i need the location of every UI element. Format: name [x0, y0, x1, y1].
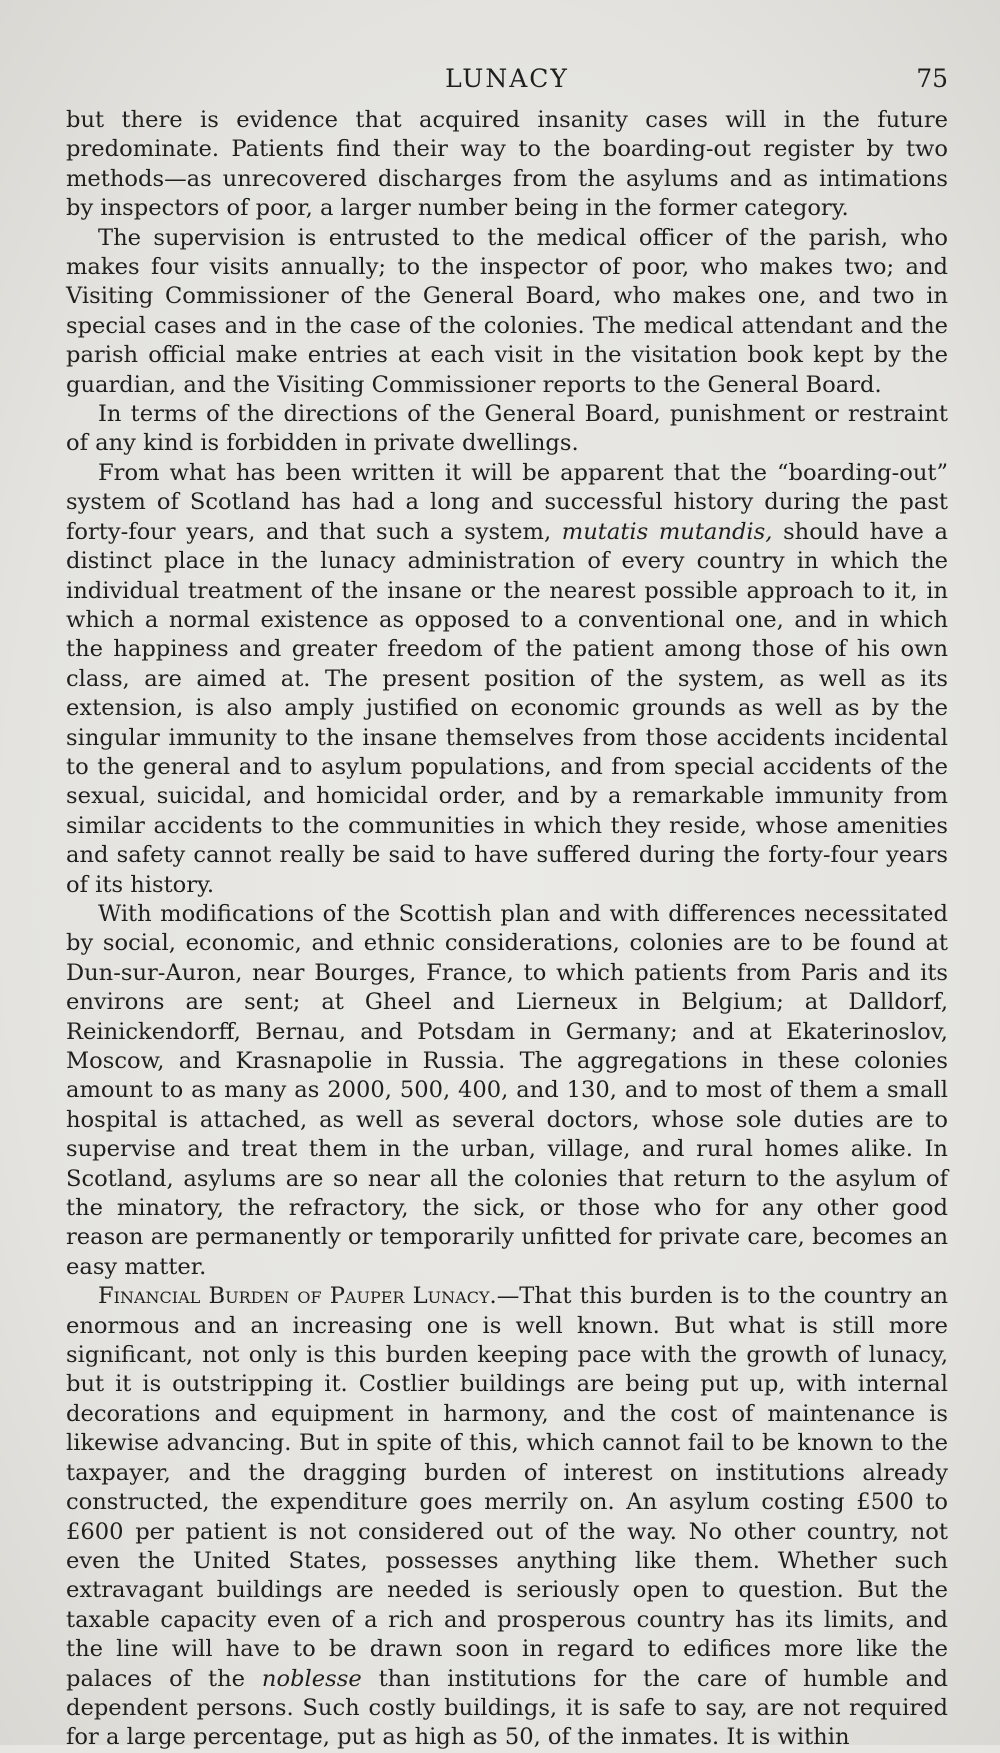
paragraph-restraint — [66, 400, 948, 459]
paragraph-text: The supervision is entrusted to the medical officer of the parish, who makes four visits annually; to the inspector of poor, who makes two; and Visiting Commissioner of the General Board, who makes one, and two in special cases and in the case of the colonies. The medical attendant and the parish official make entries at each visit in the visitation book kept by the guardian, and the Visiting Commissioner reports to the General Board. — [66, 224, 948, 398]
body-text — [66, 106, 948, 1753]
page-number: 75 — [916, 64, 948, 93]
paragraph-text-after: than institutions for the care of humble and dependent persons. Such costly buildings, it is safe to say, are not required for a large percentage, put as high as 50, of the inmates. It is within — [66, 1665, 948, 1751]
paragraph-continued — [66, 106, 948, 224]
paragraph-supervision — [66, 224, 948, 400]
paragraph-italic-phrase: mutatis mutandis, — [561, 518, 773, 545]
paragraph-financial-burden — [66, 1282, 948, 1753]
paragraph-text: but there is evidence that acquired insanity cases will in the future predominate. Patients find their way to the boarding-out register by two methods—as unrecovered discharges from the asylums and as intimations by inspectors of poor, a larger number being in the former category. — [66, 107, 948, 222]
paragraph-text-before: —That this burden is to the country an enormous and an increasing one is well known. But what is still more significant, not only is this burden keeping pace with the growth of lunacy, but it is outstripping it. Costlier buildings are being put up, with internal decorations and equipment in harmony, and the cost of maintenance is likewise advancing. But in spite of this, which cannot fail to be known to the taxpayer, and the dragging burden of interest on institutions already constructed, the expenditure goes merrily on. An asylum costing £500 to £600 per patient is not considered out of the way. No other country, not even the United States, possesses anything like them. Whether such extravagant buildings are needed is seriously open to question. But the taxable capacity even of a rich and prosperous country has its limits, and the line will have to be drawn soon in regard to edifices more like the palaces of the — [66, 1283, 949, 1692]
running-title: LUNACY — [445, 64, 569, 93]
paragraph-text: With modifications of the Scottish plan and with differences necessitated by social, economic, and ethnic considerations, colonies are to be found at Dun-sur-Auron, near Bourges, France, to which patients from Paris and its environs are sent; at Gheel and Lierneux in Belgium; at Dalldorf, Reinickendorff, Bernau, and Potsdam in Germany; and at Ekaterinoslov, Moscow, and Krasnapolie in Russia. The aggregations in these colonies amount to as many as 2000, 500, 400, and 130, and to most of them a small hospital is attached, as well as several doctors, whose sole duties are to supervise and treat them in the urban, village, and rural homes alike. In Scotland, asylums are so near all the colonies that return to the asylum of the minatory, the refractory, the sick, or those who for any other good reason are permanently or temporarily unfitted for private care, becomes an easy matter. — [66, 900, 948, 1280]
paragraph-text-before: From what has been written it will be apparent that the “boarding-out” system of Scotland has had a long and successful history during the past forty-four years, and that such a system, — [66, 459, 948, 545]
section-heading: Financial Burden of Pauper Lunacy. — [98, 1283, 497, 1310]
running-head — [66, 50, 948, 106]
paragraph-text: In terms of the directions of the General Board, punishment or restraint of any kind is forbidden in private dwellings. — [66, 401, 948, 457]
paragraph-boarding-out-system — [66, 459, 948, 900]
paragraph-italic-phrase: noblesse — [261, 1665, 362, 1692]
paragraph-colonies — [66, 900, 948, 1282]
paragraph-text-after: should have a distinct place in the lunacy administration of every country in which the individual treatment of the insane or the nearest possible approach to it, in which a normal existence as opposed to a conventional one, and in which the happiness and greater freedom of the patient among those of his own class, are aimed at. The present position of the system, as well as its extension, is also amply justified on economic grounds as well as by the singular immunity to the insane themselves from those accidents incidental to the general and to asylum populations, and from special accidents of the sexual, suicidal, and homicidal order, and by a remarkable immunity from similar accidents to the communities in which they reside, whose amenities and safety cannot really be said to have suffered during the forty-four years of its history. — [66, 518, 948, 898]
